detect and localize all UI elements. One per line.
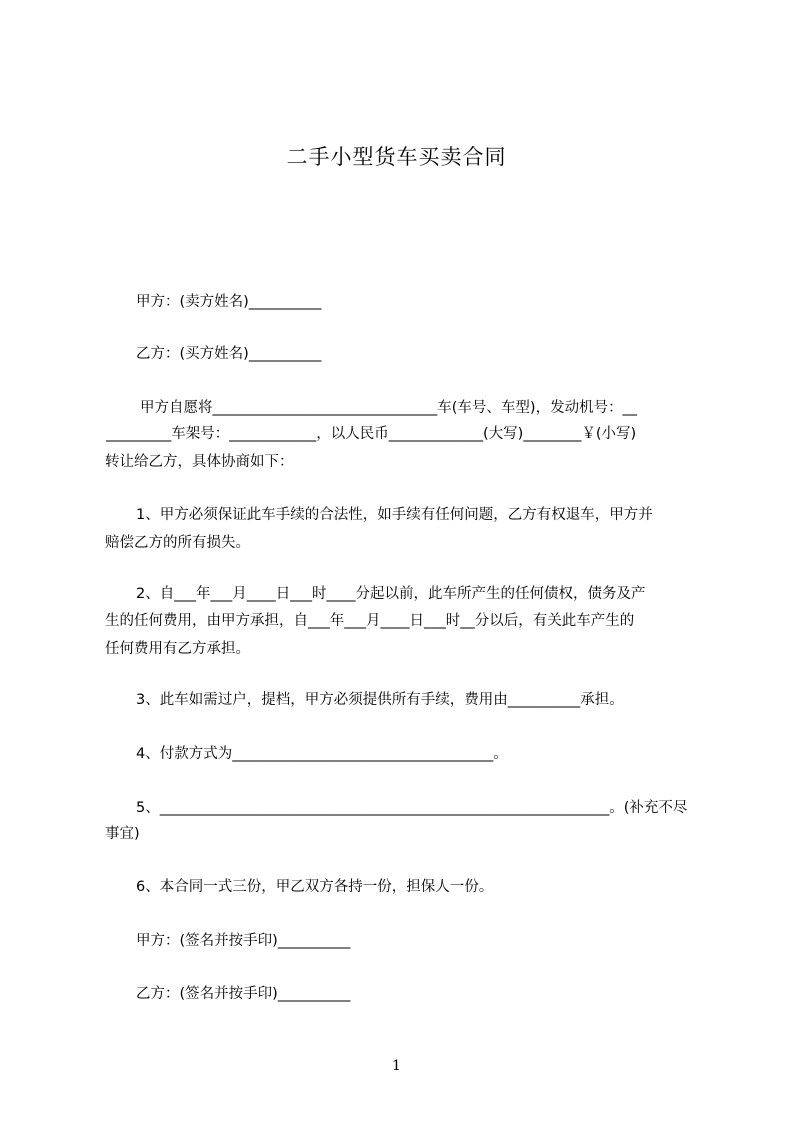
intro-line-1: 甲方自愿将_______________________________车(车号、车型)，发动机号：__ [140,400,638,416]
clause-1-line-2: 赔偿乙方的所有损失。 [105,535,250,551]
signature-party-a: 甲方：(签名并按手印)__________ [136,933,351,949]
clause-6: 6、本合同一式三份，甲乙双方各持一份，担保人一份。 [136,879,494,895]
party-a-seller-line: 甲方：(卖方姓名)__________ [136,294,322,310]
clause-2-line-3: 任何费用有乙方承担。 [105,641,250,657]
intro-line-3: 转让给乙方，具体协商如下： [105,454,294,470]
clause-2-line-1: 2、自___年___月____日___时____分起以前，此车所产生的任何债权，债务及产 [136,586,646,602]
document-title: 二手小型货车买卖合同 [286,145,507,169]
clause-2-line-2: 生的任何费用，由甲方承担，自___年___月____日___时__分以后，有关此车产生的 [105,613,635,629]
signature-party-b: 乙方：(签名并按手印)__________ [136,986,351,1002]
party-b-buyer-line: 乙方：(买方姓名)__________ [136,346,322,362]
clause-5-line-2: 事宜) [105,826,140,842]
clause-5-line-1: 5、______________________________________________________________。(补充不尽 [136,800,688,816]
clause-1-line-1: 1、甲方必须保证此车手续的合法性，如手续有任何问题，乙方有权退车，甲方并 [136,507,653,523]
clause-3: 3、此车如需过户，提档，甲方必须提供所有手续，费用由__________承担。 [136,692,624,708]
intro-line-2: _________车架号：____________，以人民币_____________(大写)________￥(小写) [106,426,637,442]
page-number: 1 [392,1058,401,1074]
clause-4: 4、付款方式为____________________________________。 [136,746,508,762]
